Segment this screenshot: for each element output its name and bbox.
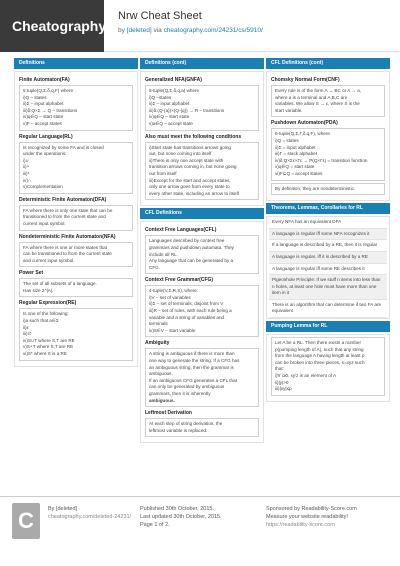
text-box: By definition, they are nondeterministic. [271, 183, 385, 196]
section-title: Power Set [19, 270, 44, 277]
footer-author: By [deleted] cheatography.com/deleted-24231/ [48, 506, 132, 520]
section-title: Pushdown Automaton(PDA) [271, 120, 338, 127]
sheet-url-link[interactable]: cheatography.com/24231/cs/5910/ [163, 27, 263, 34]
column-1 [14, 58, 138, 369]
author-avatar: C [12, 503, 40, 539]
footer [0, 496, 400, 566]
text-box: 5-tuple(Q,Σ,δ,q,a) where i)Q –states ii)Σ – input alphabet iii)δ:(Q-{a})×(Q-{q}) → R – transitions iv)q∈Q – start state v)a∈Q – accept state [145, 85, 259, 131]
column-3 [266, 58, 390, 404]
text-box: Every rule is of the form A → BC or A → a, where a is a terminal and A,B,C are variables. We allow S → ε, where S is the start variable. [271, 85, 385, 117]
table-row: Pigeonhole Principle: If we stuff n items into less than n holes, at least one hole must have more than one item in it [269, 275, 387, 300]
block-header: Definitions [14, 58, 138, 69]
section-title: Leftmost Derivation [145, 410, 192, 417]
text-box: The set of all subsets of a language. Has size 2^|A|. [19, 278, 133, 297]
block-header: Pumping Lemma for RL [266, 321, 390, 332]
block-header: Definitions (cont) [140, 58, 264, 69]
header [0, 0, 400, 52]
text-box: Is recognized by some FA and is closed under the operations: i)∪ ii)∘ iii)* iv)∩ v)Complementation [19, 142, 133, 194]
block-header: CFL Definitions [140, 208, 264, 219]
column-2 [140, 58, 264, 445]
section-title: Also must meet the following conditions [145, 133, 242, 140]
section-title: Generalized NFA(GNFA) [145, 77, 202, 83]
section-title: Context Free Grammar(CFG) [145, 277, 214, 284]
section-title: Regular Language(RL) [19, 133, 73, 140]
table-row: A language is regular iff some RE describes it [269, 264, 387, 276]
table-row: Every NFA has an equivalent DFA [269, 217, 387, 229]
author-link[interactable]: [deleted] [126, 27, 152, 34]
section-title: Regular Expression(RE) [19, 300, 77, 307]
section-title: Nondeterministic Finite Automaton(NFA) [19, 233, 116, 240]
section-title: Chomsky Normal Form(CNF) [271, 77, 340, 83]
text-box: A string is ambiguous if there is more than one way to generate the string. If a CFG has an ambiguous string, then the grammar is ambiguous. If an ambiguous CFG generates a CFL that can only be generated by ambiguous grammars, then it is inherently ambiguous. [145, 348, 259, 407]
section-title: Deterministic Finite Automaton(DFA) [19, 196, 107, 203]
text-box: FA where there is one or more states that can be transitioned to from the current state and current input symbol. [19, 242, 133, 268]
footer-dates: Published 30th October, 2015. Last updated 30th October, 2015. Page 1 of 2. [140, 506, 222, 528]
text-box: 5 tuple(Q,Σ,δ,q,F) where i)Q – states ii)Σ – input alphabet iii)δ:Q×Σ → Q – transitions iv)q∈Q – start state v)F – accept states [19, 85, 133, 131]
text-box: 4-tuple(V,Σ,R,S), where: i)V – set of variables ii)Σ – set of terminals, disjoint from V iii)R – set of rules, with each rule being a variable and a string of variables and terminals iv)S∈V – start variable [145, 285, 259, 337]
footer-sponsor: Sponsored by Readability-Score.com Measure your website readability! https://readability-score.com [266, 506, 357, 528]
section-title: Finite Automaton(FA) [19, 77, 70, 83]
section-title: Ambiguity [145, 340, 170, 347]
text-box: Is one of the following: i)a such that a∈Σ ii)ε iii)∅ iv)S∪T where S,T are RE v)S∘T where S,T are RE vi)S* where S is a RE [19, 308, 133, 360]
text-box: Languages described by context free grammars and pushdown automata. They include all RL. Any language that can be generated by a CFG. [145, 235, 259, 274]
table-row: If a language is described by a RE, then it is regular [269, 240, 387, 252]
sponsor-link[interactable]: https://readability-score.com [266, 522, 335, 528]
table-row: A language is regular, iff it is described by a RE [269, 252, 387, 264]
author-profile-link[interactable]: cheatography.com/deleted-24231/ [48, 514, 132, 520]
text-box: Let A be a RL. Then there exists a number p(pumping length of A), such that any string from the language A having length at least p can be broken into three pieces, s=xyz such that: i)∀ i≥0, xyⁱz is an element of A ii)|y|>0 iii)|xy|≤p [271, 337, 385, 396]
table-row: There is an algorithm that can determine if two FA are equivalent [269, 300, 387, 318]
text-box: 6-tuple(Q,Σ,Γ,δ,q,F), where i)Q = states ii)Σ = input alphabet iii)Γ = stack alphabet iv)δ:Q×Σε×Γε → P(Q×Γε) = transition function v)q∈Q = start state vi)F⊆Q = accept states [271, 128, 385, 180]
logo[interactable]: Cheatography [0, 0, 104, 52]
block-header: CFL Definitions (cont) [266, 58, 390, 69]
byline: by [deleted] via cheatography.com/24231/cs/5910/ [118, 27, 263, 34]
page-title: Nrw Cheat Sheet [118, 10, 202, 22]
text-box: At each step of string derivation, the leftmost variable is replaced. [145, 418, 259, 437]
table-row: A language is regular iff some NFA recognizes it [269, 229, 387, 241]
text-box: i)Start state has transitions arrows going out, but none coming into itself ii)There is only one accept state with transition arrows coming in, but none going out from itself iii)Except for the start and accept states, only one arrow goes from every state to every other state, including an arrow to itself [145, 142, 259, 201]
text-box: FA where there is only one state that can be transitioned to from the current state and current input symbol. [19, 205, 133, 231]
section-title: Context Free Languages(CFL) [145, 227, 217, 234]
block-header: Theorems, Lemmas, Corollaries for RL [266, 203, 390, 214]
